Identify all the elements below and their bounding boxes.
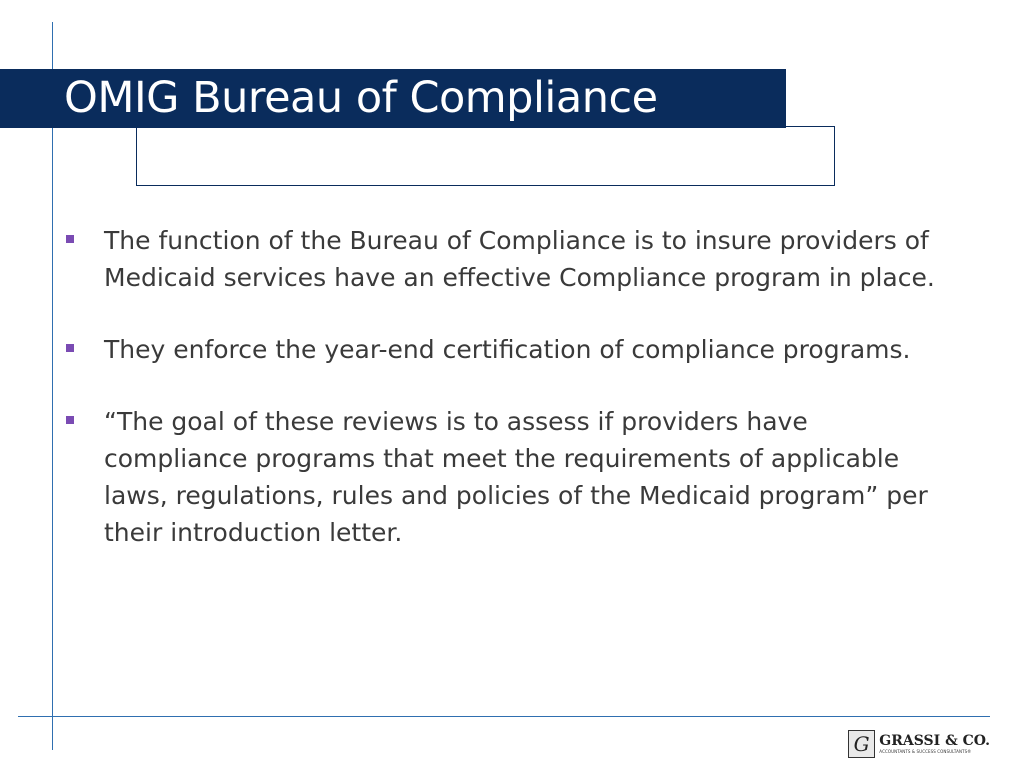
logo-tagline: ACCOUNTANTS & SUCCESS CONSULTANTS® <box>879 749 972 754</box>
square-bullet-icon <box>66 235 74 243</box>
vertical-rule <box>52 22 53 750</box>
bullet-text: “The goal of these reviews is to assess if providers have compliance programs that meet the requirements of applicable laws, regulations, rules and policies of the Medicaid program” per their introduction letter. <box>104 407 928 547</box>
bullet-text: The function of the Bureau of Compliance is to insure providers of Medicaid services have an effective Compliance program in place. <box>104 226 935 292</box>
horizontal-rule <box>18 716 990 717</box>
logo-name: GRASSI & CO. <box>879 733 990 749</box>
logo-wordmark <box>879 733 990 755</box>
logo-emblem-letter: G <box>853 732 870 756</box>
company-logo <box>848 728 990 760</box>
bullet-item <box>66 222 946 296</box>
bullet-list <box>66 222 946 586</box>
logo-emblem-icon <box>848 730 875 758</box>
square-bullet-icon <box>66 416 74 424</box>
title-underline-box <box>136 127 835 186</box>
square-bullet-icon <box>66 344 74 352</box>
bullet-item <box>66 403 946 551</box>
bullet-item <box>66 331 946 368</box>
slide-title: OMIG Bureau of Compliance <box>64 73 658 123</box>
bullet-text: They enforce the year-end certification of compliance programs. <box>104 335 911 364</box>
